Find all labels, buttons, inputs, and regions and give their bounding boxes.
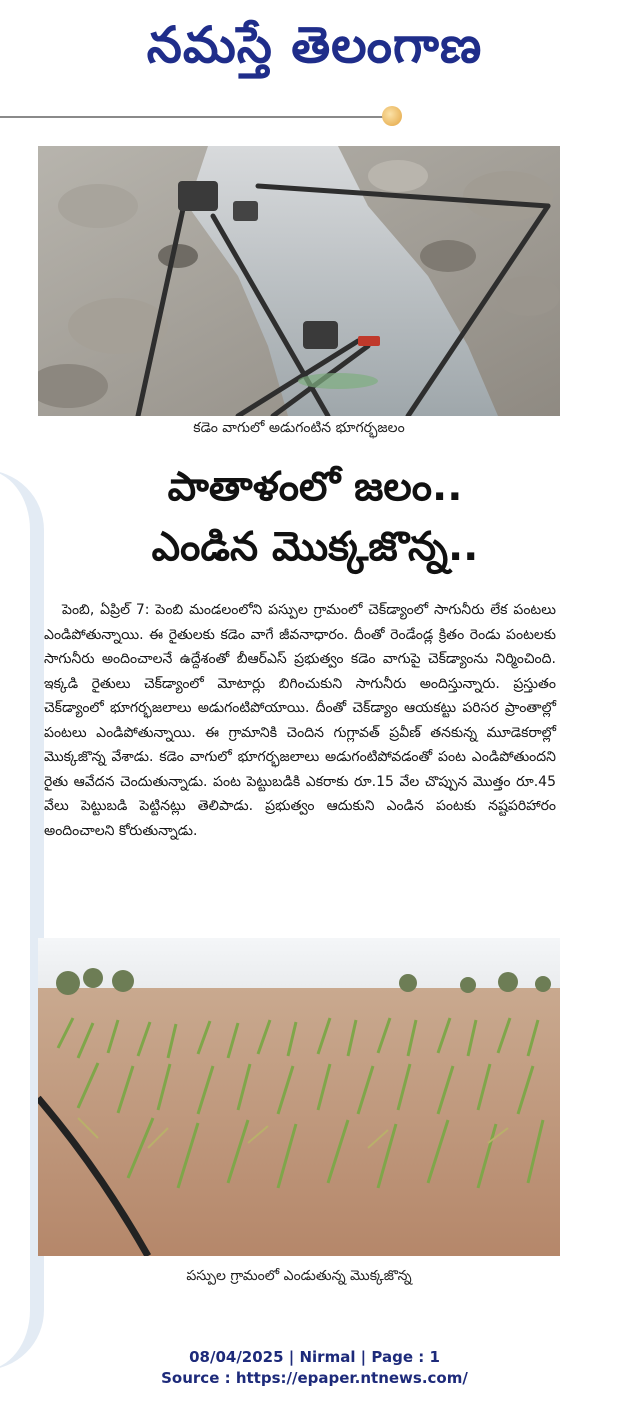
footer-date-edition: 08/04/2025 | Nirmal | Page : 1 bbox=[189, 1348, 440, 1366]
top-photo-caption: కడెం వాగులో అడుగంటిన భూగర్భజలం bbox=[193, 420, 405, 436]
maize-field-illustration bbox=[38, 938, 560, 1256]
bottom-photo-caption: పస్పుల గ్రామంలో ఎండుతున్న మొక్కజొన్న bbox=[186, 1268, 412, 1284]
divider-ornament bbox=[382, 106, 402, 126]
maize-field-photo bbox=[38, 938, 560, 1256]
masthead-divider bbox=[0, 116, 385, 118]
article-body: పెంబి, ఏప్రిల్ 7: పెంబి మండలంలోని పస్పుల గ్రామంలో చెక్‌డ్యాంలో సాగునీరు లేక పంటలు ఎండిపోతున్నాయి. ఈ రైతులకు కడెం వాగే జీవనాధారం. దీంతో రెండేండ్ల క్రితం రెండు పంటలకు సాగునీరు అందించాలనే ఉద్దేశంతో బీఆర్‌ఎస్ ప్రభుత్వం కడెం వాగుపై చెక్‌డ్యాంను నిర్మించింది. ఇక్కడి రైతులు చెక్‌డ్యాంలో మోటార్లు బిగించుకుని సాగునీరు అందిస్తున్నారు. ప్రస్తుతం చెక్‌డ్యాంలో భూగర్భజలాలు అడుగంటిపోయాయి. దీంతో చెక్‌డ్యాం ఆయకట్టు పరిసర ప్రాంతాల్లో పంటలు ఎండిపోతున్నాయి. ఈ గ్రామానికి చెందిన గుగ్లావత్ ప్రవీణ్ తనకున్న మూడెకరాల్లో మొక్కజొన్న వేశాడు. కడెం వాగులో భూగర్భజలాలు అడుగంటిపోవడంతో పంట ఎండిపోతుందని రైతు ఆవేదన చెందుతున్నాడు. పంట పెట్టుబడికి ఎకరాకు రూ.15 వేల చొప్పున మొత్తం రూ.45 వేలు పెట్టుబడి పెట్టినట్లు తెలిపాడు. ప్రభుత్వం ఆదుకుని ఎండిన పంటకు నష్టపరిహారం అందించాలని కోరుతున్నాడు. bbox=[44, 602, 556, 839]
headline-line-2: ఎండిన మొక్కజొన్న.. bbox=[151, 524, 479, 570]
footer-source-link[interactable]: Source : https://epaper.ntnews.com/ bbox=[161, 1369, 468, 1387]
footer bbox=[0, 1347, 629, 1389]
masthead-logo: నమస్తే తెలంగాణ bbox=[146, 16, 483, 74]
check-dam-photo bbox=[38, 146, 560, 416]
check-dam-illustration bbox=[38, 146, 560, 416]
headline-line-1: పాతాళంలో జలం.. bbox=[167, 464, 463, 510]
